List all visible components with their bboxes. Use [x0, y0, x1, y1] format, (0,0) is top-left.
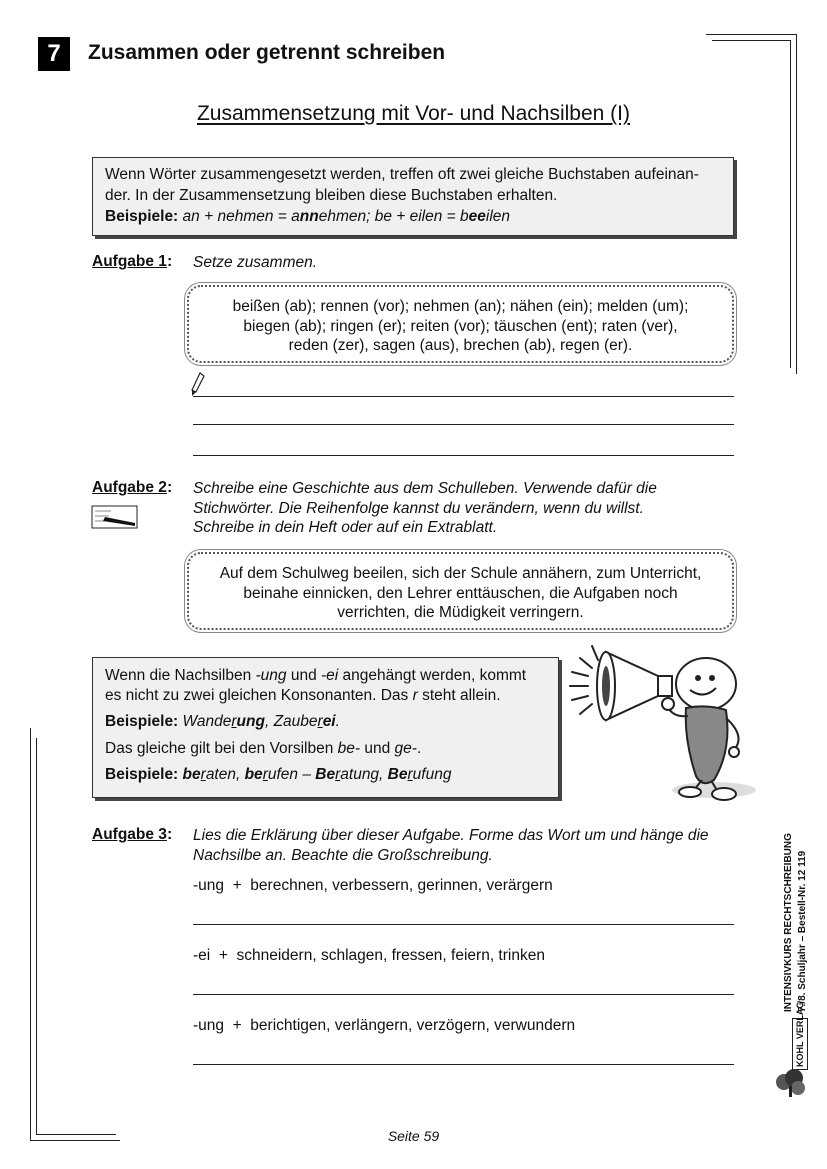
task1-word-box: [187, 285, 734, 363]
rule-box-2: [92, 657, 559, 798]
task2-word-box: Auf dem Schulweg beeilen, sich der Schule annähern, zum Unterricht, beinahe einnicken, den Lehrer enttäuschen, die Aufgaben noch verrichten, die Müdigkeit verringern.: [187, 552, 734, 630]
page-title: Zusammen oder getrennt schreiben: [88, 41, 446, 64]
page-subtitle: Zusammensetzung mit Vor- und Nachsilben (I): [196, 102, 630, 125]
frame-left: [30, 728, 31, 1140]
answer-line[interactable]: [193, 424, 734, 425]
answer-line[interactable]: [193, 924, 734, 925]
frame-right: [796, 34, 797, 374]
task1-words-line3: reden (zer), sagen (aus), brechen (ab), regen (er).: [288, 337, 633, 354]
rule2-line2: es nicht zu zwei gleichen Konsonanten. Das r steht allein.: [105, 686, 501, 704]
pencil-icon: [190, 372, 206, 398]
tree-logo-icon: [772, 1068, 808, 1098]
answer-line[interactable]: [193, 455, 734, 456]
sidebar-order-info: 7./8. Schuljahr – Bestell-Nr. 12 119: [797, 850, 808, 1012]
rule-examples: Beispiele: an + nehmen = annehmen; be + eilen = beeilen: [105, 208, 511, 225]
task3-instruction: Lies die Erklärung über dieser Aufgabe. Forme das Wort um und hänge die Nachsilbe an. Beachte die Großschreibung.: [193, 827, 709, 864]
chapter-number: 7: [38, 37, 70, 71]
sidebar-series-title: INTENSIVKURS RECHTSCHREIBUNG: [783, 833, 794, 1012]
rule2-example2: Beispiele: beraten, berufen – Beratung, Berufung: [105, 766, 452, 783]
frame-left-inner: [36, 738, 37, 1134]
rule-text-line1: Wenn Wörter zusammengesetzt werden, treffen oft zwei gleiche Buchstaben aufeinan-: [105, 166, 699, 183]
task1-instruction: Setze zusammen.: [193, 254, 318, 271]
answer-line[interactable]: [193, 1064, 734, 1065]
answer-line[interactable]: [193, 994, 734, 995]
frame-top-right: [706, 34, 796, 35]
rule-text-line2: der. In der Zusammensetzung bleiben diese Buchstaben erhalten.: [105, 187, 558, 204]
rule2-line1: Wenn die Nachsilben -ung und -ei angehängt werden, kommt: [105, 667, 527, 684]
task1-words-line2: biegen (ab); ringen (er); reiten (vor); täuschen (ent); raten (ver),: [243, 317, 678, 335]
task2-instruction: Schreibe eine Geschichte aus dem Schulleben. Verwende dafür die Stichwörter. Die Reihenfolge kannst du verändern, wenn du willst. Schreibe in dein Heft oder auf ein Extrablatt.: [193, 480, 657, 536]
frame-right-inner: [790, 40, 791, 368]
rule-box-1: [92, 157, 734, 236]
task3-heading: Aufgabe 3:: [92, 826, 173, 843]
task1-words-line1: beißen (ab); rennen (vor); nehmen (an); nähen (ein); melden (um);: [232, 298, 689, 315]
page-number: Seite 59: [387, 1128, 440, 1144]
rule2-example1: Beispiele: Wanderung, Zauberei.: [105, 713, 340, 730]
notebook-pen-icon: [91, 505, 138, 529]
task3-exercise-row: -ung + berechnen, verbessern, gerinnen, verärgern: [193, 877, 553, 894]
task3-exercise-row: -ung + berichtigen, verlängern, verzögern, verwundern: [193, 1017, 576, 1034]
task3-exercise-row: -ei + schneidern, schlagen, fressen, feiern, trinken: [193, 947, 545, 964]
answer-line[interactable]: [193, 396, 734, 397]
task1-heading: Aufgabe 1:: [92, 253, 173, 270]
frame-top-right-inner: [712, 40, 790, 41]
megaphone-figure-illustration: [566, 640, 766, 805]
rule2-line3: Das gleiche gilt bei den Vorsilben be- und ge-.: [105, 739, 422, 757]
publisher-logo: KOHL VERLAG: [792, 1018, 808, 1070]
task2-heading: Aufgabe 2:: [92, 479, 173, 496]
